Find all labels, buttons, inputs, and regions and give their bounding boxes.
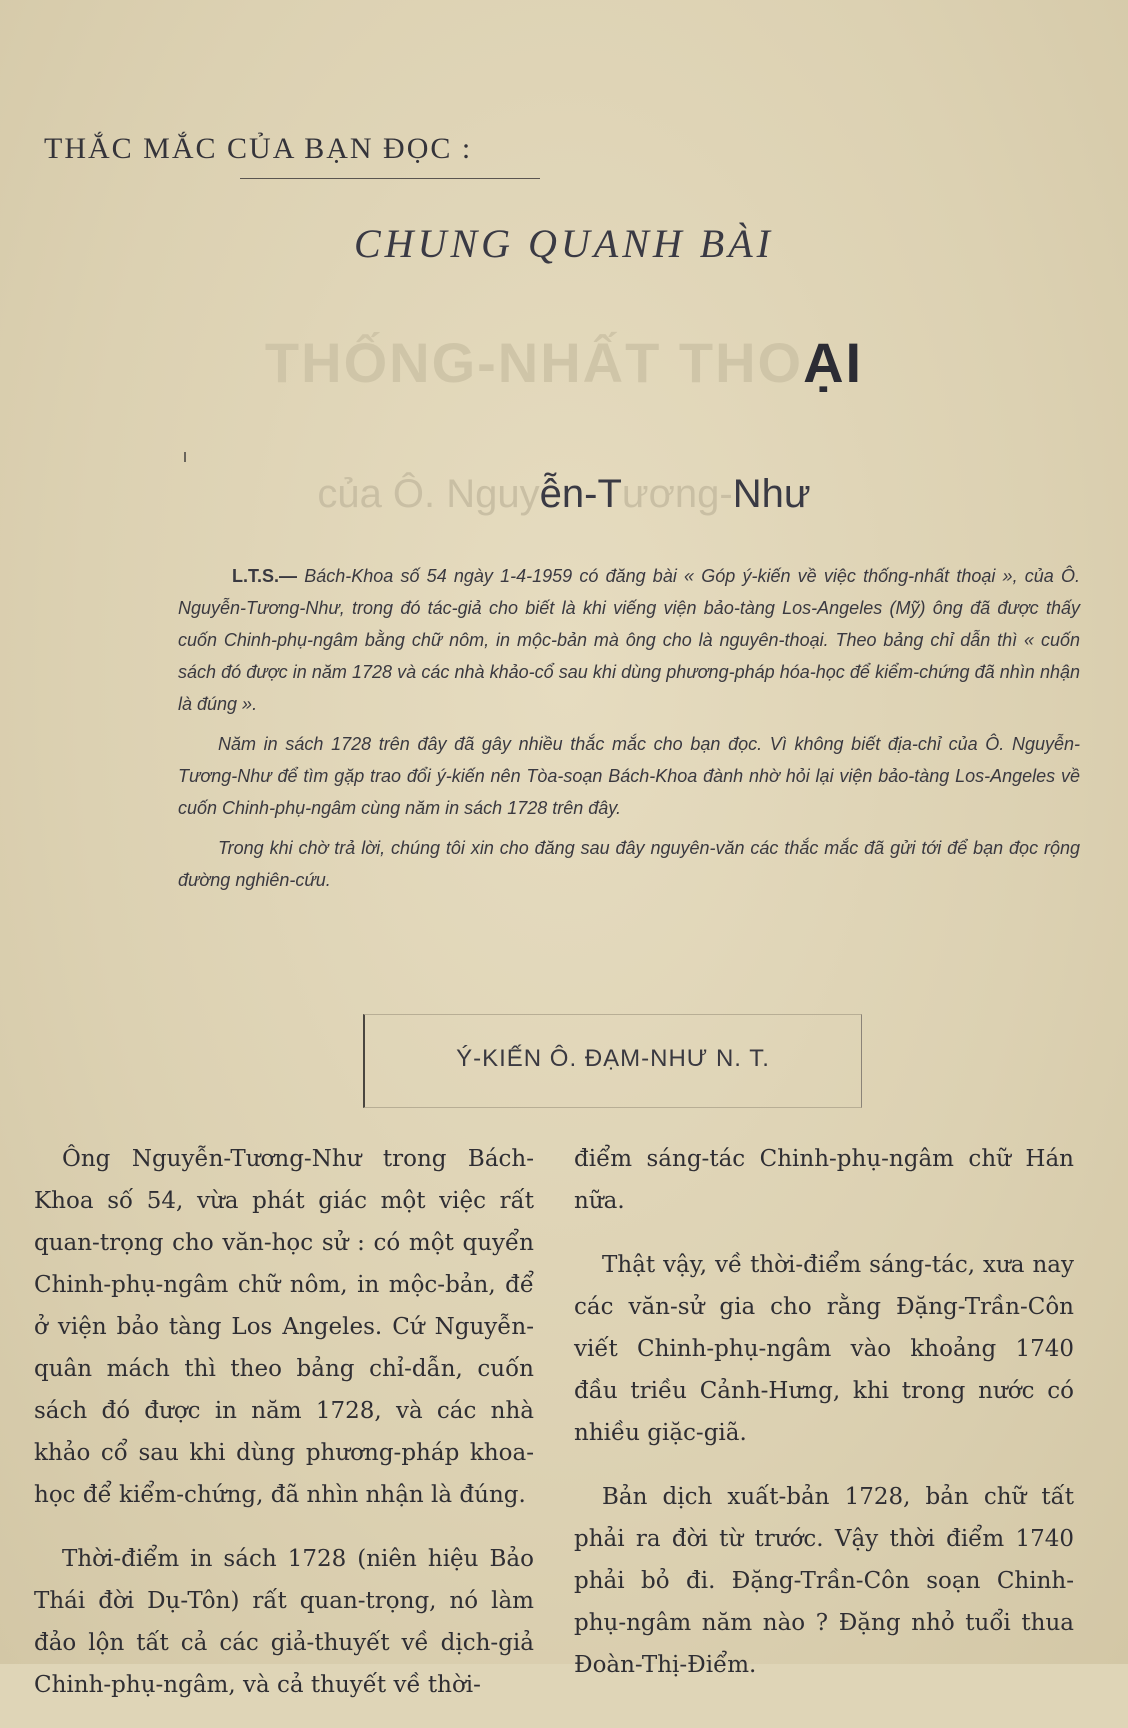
opinion-heading-box (363, 1014, 862, 1108)
title-line-1: CHUNG QUANH BÀI (354, 221, 774, 266)
title-line-3 (0, 472, 1128, 517)
title-line-3-visible-a: ễn-T (539, 472, 622, 516)
editor-note-lead: L.T.S.— (232, 566, 298, 586)
title-line-2-visible: ẠI (803, 331, 864, 394)
title-line-3-faded-a: của Ô. Nguy (317, 472, 540, 516)
body-column-right (574, 1138, 1074, 1708)
title-line-2-faded: THỐNG-NHẤT THO (264, 331, 804, 394)
editor-note-paragraph-3: Trong khi chờ trả lời, chúng tôi xin cho đăng sau đây nguyên-văn các thắc mắc đã gửi tới để bạn đọc rộng đường nghiên-cứu. (178, 838, 1080, 890)
stray-mark (184, 452, 186, 462)
body-paragraph: Bản dịch xuất-bản 1728, bản chữ tất phải ra đời từ trước. Vậy thời điểm 1740 phải bỏ đi. Đặng-Trần-Côn soạn Chinh-phụ-ngâm năm nào ? Đặng nhỏ tuổi thua Đoàn-Thị-Điểm. (574, 1484, 1074, 1678)
editor-note-paragraph-2: Năm in sách 1728 trên đây đã gây nhiều thắc mắc cho bạn đọc. Vì không biết địa-chỉ của Ô. Nguyễn-Tương-Như để tìm gặp trao đổi ý-kiến nên Tòa-soạn Bách-Khoa đành nhờ hỏi lại viện bảo-tàng Los-Angeles về cuốn Chinh-phụ-ngâm cùng năm in sách 1728 trên đây. (178, 734, 1080, 818)
editor-note (178, 560, 1080, 904)
body-paragraph: Thật vậy, về thời-điểm sáng-tác, xưa nay các văn-sử gia cho rằng Đặng-Trần-Côn viết Chinh-phụ-ngâm vào khoảng 1740 đầu triều Cảnh-Hưng, khi trong nước có nhiều giặc-giã. (574, 1252, 1074, 1446)
section-rule (240, 178, 540, 179)
body-paragraph: điểm sáng-tác Chinh-phụ-ngâm chữ Hán nữa. (574, 1146, 1074, 1214)
opinion-heading: Ý-KIẾN Ô. ĐẠM-NHƯ N. T. (456, 1045, 770, 1072)
title-line-3-faded-b: ương- (621, 472, 733, 516)
title-line-2 (0, 330, 1128, 395)
editor-note-paragraph-1 (178, 560, 1080, 720)
title-line-3-visible-b: Như (732, 472, 811, 516)
section-label: THẮC MẮC CỦA BẠN ĐỌC : (44, 132, 473, 165)
body-paragraph: Thời-điểm in sách 1728 (niên hiệu Bảo Thái đời Dụ-Tôn) rất quan-trọng, nó làm đảo lộn tất cả các giả-thuyết về dịch-giả Chinh-phụ-ngâm, và cả thuyết về thời- (34, 1546, 534, 1698)
editor-note-text-1: Bách-Khoa số 54 ngày 1-4-1959 có đăng bài « Góp ý-kiến về việc thống-nhất thoại », của Ô. Nguyễn-Tương-Như, trong đó tác-giả cho biết là khi viếng viện bảo-tàng Los-Angeles (Mỹ) ông đã được thấy cuốn Chinh-phụ-ngâm bằng chữ nôm, in mộc-bản mà ông cho là nguyên-thoại. Theo bảng chỉ dẫn thì « cuốn sách đó được in năm 1728 và các nhà khảo-cổ sau khi dùng phương-pháp hóa-học để kiểm-chứng đã nhìn nhận là đúng ». (178, 566, 1080, 714)
body-column-left (34, 1138, 534, 1728)
body-paragraph: Ông Nguyễn-Tương-Như trong Bách-Khoa số 54, vừa phát giác một việc rất quan-trọng cho văn-học sử : có một quyển Chinh-phụ-ngâm chữ nôm, in mộc-bản, để ở viện bảo tàng Los Angeles. Cứ Nguyễn-quân mách thì theo bảng chỉ-dẫn, cuốn sách đó được in năm 1728, và các nhà khảo cổ sau khi dùng phương-pháp khoa-học để kiểm-chứng, đã nhìn nhận là đúng. (34, 1146, 534, 1508)
